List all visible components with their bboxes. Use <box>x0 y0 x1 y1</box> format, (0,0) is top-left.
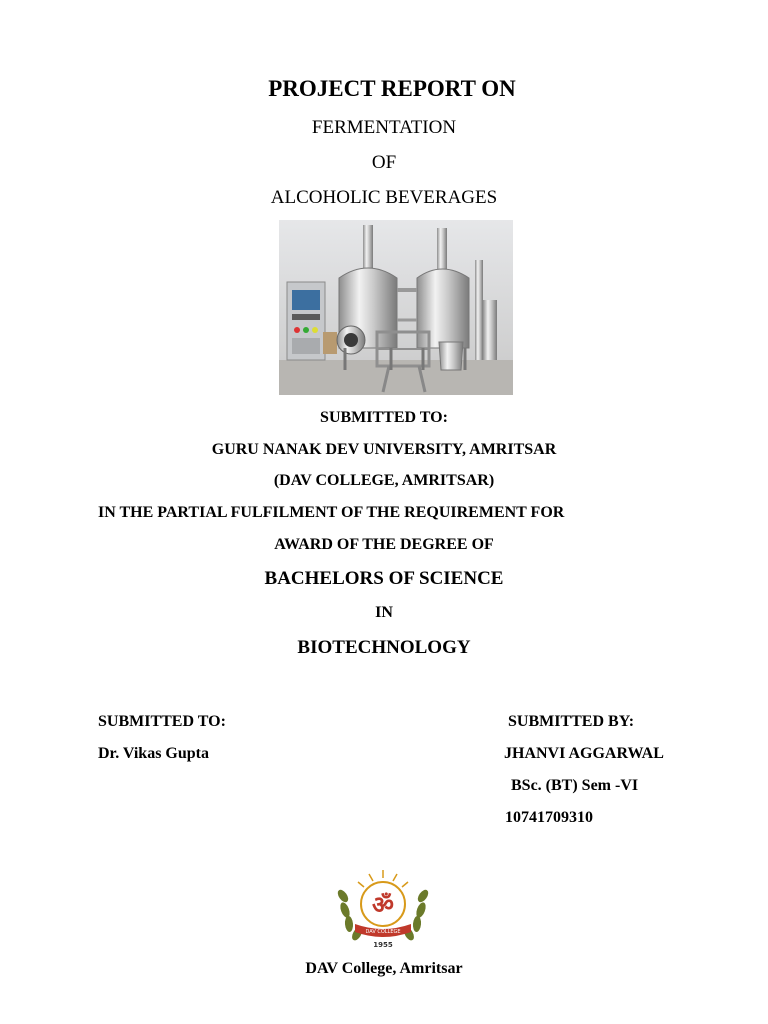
degree-name: BACHELORS OF SCIENCE <box>264 568 504 589</box>
degree-in: IN <box>375 604 393 621</box>
subtitle-line-3: ALCOHOLIC BEVERAGES <box>270 187 498 208</box>
submitted-to-label: SUBMITTED TO: <box>98 713 226 730</box>
subtitle-line-1: FERMENTATION <box>311 117 457 138</box>
svg-text:ॐ: ॐ <box>372 891 394 919</box>
requirement-line-1: IN THE PARTIAL FULFILMENT OF THE REQUIREMENT FOR <box>98 504 565 521</box>
submitted-by-label: SUBMITTED BY: <box>508 713 635 730</box>
student-class: BSc. (BT) Sem -VI <box>511 777 639 794</box>
college-name: (DAV COLLEGE, AMRITSAR) <box>273 472 495 489</box>
logo-year: 1955 <box>373 941 393 949</box>
degree-subject: BIOTECHNOLOGY <box>297 637 471 658</box>
dav-college-logo <box>333 866 433 950</box>
requirement-line-2: AWARD OF THE DEGREE OF <box>274 536 494 553</box>
student-name: JHANVI AGGARWAL <box>504 745 664 762</box>
logo-ribbon-text: DAV COLLEGE <box>365 929 401 935</box>
student-roll-number: 10741709310 <box>505 809 593 826</box>
brewery-illustration <box>279 220 513 395</box>
brewery-equipment-photo <box>279 220 513 395</box>
supervisor-name: Dr. Vikas Gupta <box>98 745 209 762</box>
submitted-to-heading: SUBMITTED TO: <box>320 409 448 426</box>
university-name: GURU NANAK DEV UNIVERSITY, AMRITSAR <box>211 441 557 458</box>
report-title: PROJECT REPORT ON <box>268 76 516 101</box>
footer-college: DAV College, Amritsar <box>305 960 463 977</box>
subtitle-line-2: OF <box>371 152 397 173</box>
